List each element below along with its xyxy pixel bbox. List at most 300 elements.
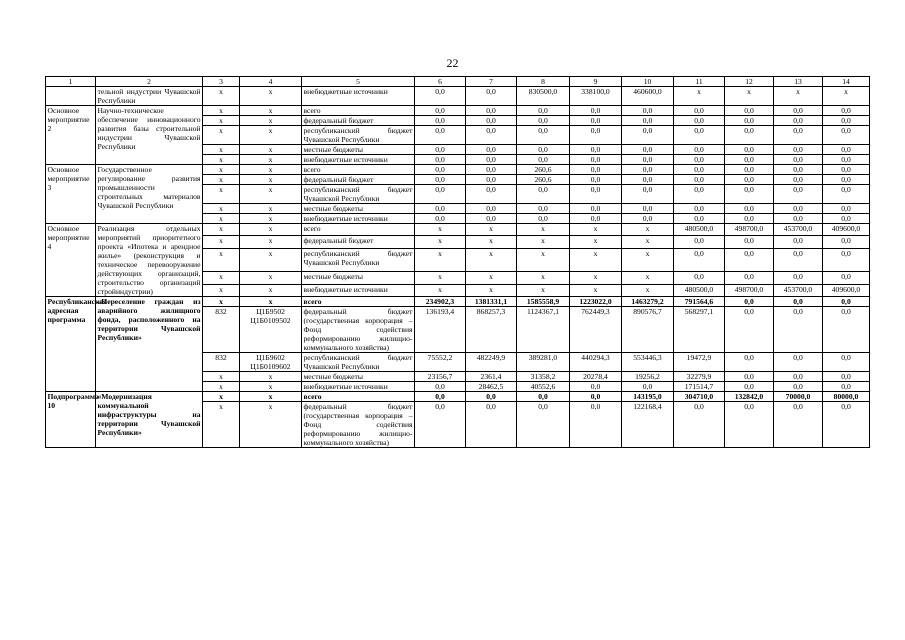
value-cell: 0,0 xyxy=(622,126,674,145)
budget-code-cell: x xyxy=(240,185,302,204)
column-number: 8 xyxy=(517,77,570,87)
funding-source-cell: республиканский бюджет Чувашской Республики xyxy=(303,185,413,203)
value-cell: 0,0 xyxy=(774,382,823,392)
value-cell: 0,0 xyxy=(823,106,870,116)
value-cell: 0,0 xyxy=(466,116,517,126)
program-type-cell: Республиканская адресная программа xyxy=(46,297,96,392)
program-type-cell: Основное мероприятие 3 xyxy=(46,165,96,224)
program-name-cell: «Модернизация коммунальной инфраструктуры на территории Чувашской Республики» xyxy=(96,392,203,448)
value-cell: 0,0 xyxy=(774,126,823,145)
value-cell: 0,0 xyxy=(674,248,725,272)
value-cell: 0,0 xyxy=(517,402,570,448)
value-cell: 0,0 xyxy=(570,185,622,204)
responsible-code-cell: 832 xyxy=(203,307,240,353)
funding-source-cell: местные бюджеты xyxy=(302,272,415,284)
value-cell: 0,0 xyxy=(415,126,466,145)
page-number: 22 xyxy=(446,56,459,70)
value-cell: 0,0 xyxy=(622,214,674,224)
budget-code-cell: x xyxy=(240,204,302,214)
funding-source-cell: федеральный бюджет xyxy=(302,116,415,126)
value-cell: 70000,0 xyxy=(774,392,823,402)
value-cell: 0,0 xyxy=(774,204,823,214)
value-cell: 0,0 xyxy=(415,106,466,116)
responsible-code-cell: x xyxy=(203,297,240,307)
column-number-row xyxy=(46,77,870,87)
value-cell: 260,6 xyxy=(517,175,570,185)
budget-code-cell: x xyxy=(240,382,302,392)
value-cell: 0,0 xyxy=(774,165,823,175)
value-cell: 0,0 xyxy=(725,353,774,372)
budget-code-cell: x xyxy=(240,175,302,185)
value-cell: 0,0 xyxy=(823,236,870,248)
value-cell: 0,0 xyxy=(725,126,774,145)
responsible-code-cell: x xyxy=(203,145,240,155)
value-cell: x xyxy=(517,248,570,272)
value-cell: 0,0 xyxy=(823,272,870,284)
value-cell: x xyxy=(415,272,466,284)
value-cell: x xyxy=(466,248,517,272)
value-cell: 0,0 xyxy=(725,236,774,248)
value-cell: x xyxy=(725,87,774,106)
budget-code-cell: Ц1Б9502 Ц1Б0109502 xyxy=(240,307,302,353)
value-cell: 480500,0 xyxy=(674,224,725,236)
value-cell: 0,0 xyxy=(517,185,570,204)
value-cell: 0,0 xyxy=(774,116,823,126)
value-cell: 40552,6 xyxy=(517,382,570,392)
value-cell: 498700,0 xyxy=(725,224,774,236)
funding-source-cell: республиканский бюджет Чувашской Республики xyxy=(303,126,413,144)
table-row xyxy=(46,224,870,236)
value-cell: 890576,7 xyxy=(622,307,674,353)
value-cell: 2361,4 xyxy=(466,372,517,382)
value-cell: x xyxy=(466,284,517,296)
responsible-code-cell: x xyxy=(203,126,240,145)
program-type-cell xyxy=(46,87,96,106)
value-cell: 0,0 xyxy=(674,126,725,145)
value-cell: 0,0 xyxy=(674,106,725,116)
value-cell: 0,0 xyxy=(517,116,570,126)
value-cell: 0,0 xyxy=(466,204,517,214)
column-number: 7 xyxy=(466,77,517,87)
value-cell: 0,0 xyxy=(570,175,622,185)
value-cell: 0,0 xyxy=(674,175,725,185)
value-cell: 0,0 xyxy=(674,145,725,155)
value-cell: 0,0 xyxy=(622,382,674,392)
value-cell: 0,0 xyxy=(570,214,622,224)
value-cell: 20278,4 xyxy=(570,372,622,382)
value-cell: 0,0 xyxy=(570,382,622,392)
program-name-cell: тельной индустрии Чувашской Республики xyxy=(97,87,201,105)
funding-source-cell: федеральный бюджет (государственная корпорация – Фонд содействия реформированию жилищно-коммунального хозяйства) xyxy=(303,402,413,447)
value-cell: 0,0 xyxy=(823,155,870,165)
column-number: 5 xyxy=(302,77,415,87)
budget-code-cell: x xyxy=(240,87,302,106)
value-cell: 0,0 xyxy=(823,175,870,185)
value-cell: 0,0 xyxy=(517,155,570,165)
value-cell: 0,0 xyxy=(674,236,725,248)
value-cell: 1585558,9 xyxy=(517,297,570,307)
value-cell: 0,0 xyxy=(823,145,870,155)
value-cell: 498700,0 xyxy=(725,284,774,296)
value-cell: 0,0 xyxy=(466,214,517,224)
value-cell: 0,0 xyxy=(774,145,823,155)
value-cell: x xyxy=(570,248,622,272)
value-cell: 0,0 xyxy=(622,155,674,165)
budget-code-cell: x xyxy=(240,297,302,307)
value-cell: 0,0 xyxy=(570,402,622,448)
value-cell: 0,0 xyxy=(725,297,774,307)
funding-source-cell: федеральный бюджет (государственная корпорация – Фонд содействия реформированию жилищно-коммунального хозяйства) xyxy=(303,307,413,352)
value-cell: x xyxy=(622,224,674,236)
value-cell: 0,0 xyxy=(774,307,823,353)
responsible-code-cell: x xyxy=(203,372,240,382)
value-cell: x xyxy=(570,236,622,248)
value-cell: x xyxy=(517,236,570,248)
value-cell: 0,0 xyxy=(725,402,774,448)
value-cell: 409600,0 xyxy=(823,224,870,236)
value-cell: 1124367,1 xyxy=(517,307,570,353)
funding-source-cell: внебюджетные источники xyxy=(302,155,415,165)
budget-code-cell: x xyxy=(240,402,302,448)
value-cell: 0,0 xyxy=(823,382,870,392)
value-cell: 0,0 xyxy=(823,126,870,145)
value-cell: 0,0 xyxy=(725,185,774,204)
budget-code-cell: x xyxy=(240,126,302,145)
value-cell: 0,0 xyxy=(823,165,870,175)
table-row xyxy=(46,87,870,106)
value-cell: 568297,1 xyxy=(674,307,725,353)
value-cell: 0,0 xyxy=(415,145,466,155)
program-type-cell: Подпрограмма 10 xyxy=(46,392,96,448)
column-number: 13 xyxy=(774,77,823,87)
value-cell: 23156,7 xyxy=(415,372,466,382)
value-cell: 0,0 xyxy=(674,272,725,284)
value-cell: 0,0 xyxy=(415,165,466,175)
program-name-cell: Научно-техническое обеспечение инновационного развития базы строительной индустрии Чувашской Республики xyxy=(96,106,203,165)
value-cell: x xyxy=(517,284,570,296)
value-cell: 1223022,0 xyxy=(570,297,622,307)
value-cell: 0,0 xyxy=(774,297,823,307)
table-row xyxy=(46,392,870,402)
value-cell: 0,0 xyxy=(823,204,870,214)
funding-source-cell: федеральный бюджет xyxy=(302,175,415,185)
column-number: 14 xyxy=(823,77,870,87)
value-cell: 0,0 xyxy=(622,116,674,126)
value-cell: x xyxy=(622,272,674,284)
value-cell: 0,0 xyxy=(725,307,774,353)
funding-source-cell: всего xyxy=(302,106,415,116)
value-cell: 0,0 xyxy=(570,116,622,126)
budget-code-cell: x xyxy=(240,116,302,126)
value-cell: 31358,2 xyxy=(517,372,570,382)
column-number: 10 xyxy=(622,77,674,87)
value-cell: x xyxy=(517,224,570,236)
value-cell: 0,0 xyxy=(725,165,774,175)
budget-code-cell: x xyxy=(240,106,302,116)
program-name-cell: Государственное регулирование развития промышленности строительных материалов Чувашской Республики xyxy=(96,165,203,224)
value-cell: x xyxy=(415,248,466,272)
value-cell: x xyxy=(570,272,622,284)
value-cell: 143195,0 xyxy=(622,392,674,402)
value-cell: 0,0 xyxy=(570,165,622,175)
budget-code-cell: x xyxy=(240,248,302,272)
value-cell: 0,0 xyxy=(466,392,517,402)
value-cell: x xyxy=(517,272,570,284)
value-cell: 0,0 xyxy=(517,204,570,214)
program-name-cell: Реализация отдельных мероприятий приоритетного проекта «Ипотека и арендное жилье» (реконструкция и техническое перевооружение действующих организаций, строительство организаций стройиндустрии) xyxy=(97,224,201,296)
value-cell: 0,0 xyxy=(725,372,774,382)
value-cell: 0,0 xyxy=(725,272,774,284)
value-cell: 136193,4 xyxy=(415,307,466,353)
responsible-code-cell: x xyxy=(203,402,240,448)
value-cell: x xyxy=(622,284,674,296)
value-cell: 0,0 xyxy=(725,382,774,392)
responsible-code-cell: x xyxy=(203,106,240,116)
funding-source-cell: внебюджетные источники xyxy=(302,87,415,106)
funding-source-cell: всего xyxy=(302,297,415,307)
value-cell: 0,0 xyxy=(415,175,466,185)
column-number: 1 xyxy=(46,77,96,87)
value-cell: 122168,4 xyxy=(622,402,674,448)
value-cell: x xyxy=(570,284,622,296)
value-cell: 0,0 xyxy=(823,307,870,353)
value-cell: 260,6 xyxy=(517,165,570,175)
column-number: 11 xyxy=(674,77,725,87)
value-cell: 0,0 xyxy=(466,126,517,145)
responsible-code-cell: x xyxy=(203,248,240,272)
value-cell: 0,0 xyxy=(517,126,570,145)
value-cell: x xyxy=(466,236,517,248)
value-cell: 460600,0 xyxy=(622,87,674,106)
value-cell: x xyxy=(415,224,466,236)
value-cell: 19256,2 xyxy=(622,372,674,382)
value-cell: 19472,9 xyxy=(674,353,725,372)
value-cell: 0,0 xyxy=(725,214,774,224)
value-cell: 762449,3 xyxy=(570,307,622,353)
funding-source-cell: всего xyxy=(302,224,415,236)
funding-source-cell: местные бюджеты xyxy=(302,372,415,382)
column-number: 2 xyxy=(96,77,203,87)
table-row xyxy=(46,297,870,307)
value-cell: 0,0 xyxy=(570,126,622,145)
value-cell: 0,0 xyxy=(415,185,466,204)
value-cell: 304710,0 xyxy=(674,392,725,402)
budget-code-cell: x xyxy=(240,236,302,248)
value-cell: 0,0 xyxy=(823,297,870,307)
budget-code-cell: x xyxy=(240,392,302,402)
value-cell: 0,0 xyxy=(774,402,823,448)
value-cell: 0,0 xyxy=(774,248,823,272)
value-cell: 0,0 xyxy=(674,402,725,448)
value-cell: 0,0 xyxy=(725,155,774,165)
value-cell: 453700,0 xyxy=(774,224,823,236)
value-cell: 0,0 xyxy=(466,155,517,165)
value-cell: 0,0 xyxy=(725,145,774,155)
column-number: 3 xyxy=(203,77,240,87)
budget-code-cell: x xyxy=(240,155,302,165)
responsible-code-cell: x xyxy=(203,87,240,106)
value-cell: 0,0 xyxy=(823,185,870,204)
value-cell: 0,0 xyxy=(517,106,570,116)
value-cell: 0,0 xyxy=(570,204,622,214)
value-cell: 553446,3 xyxy=(622,353,674,372)
value-cell: 0,0 xyxy=(674,165,725,175)
value-cell: 1463279,2 xyxy=(622,297,674,307)
program-type-cell: Основное мероприятие 2 xyxy=(46,106,96,165)
value-cell: 0,0 xyxy=(622,165,674,175)
column-number: 9 xyxy=(570,77,622,87)
budget-code-cell: Ц1Б9602 Ц1Б0109602 xyxy=(240,353,302,372)
value-cell: 0,0 xyxy=(466,165,517,175)
value-cell: 28462,5 xyxy=(466,382,517,392)
responsible-code-cell: x xyxy=(203,224,240,236)
value-cell: 0,0 xyxy=(415,402,466,448)
column-number: 4 xyxy=(240,77,302,87)
value-cell: 0,0 xyxy=(466,402,517,448)
value-cell: 0,0 xyxy=(415,214,466,224)
value-cell: 0,0 xyxy=(466,175,517,185)
value-cell: 0,0 xyxy=(415,87,466,106)
value-cell: 171514,7 xyxy=(674,382,725,392)
program-type-cell: Основное мероприятие 4 xyxy=(46,224,96,297)
responsible-code-cell: x xyxy=(203,236,240,248)
value-cell: 338100,0 xyxy=(570,87,622,106)
value-cell: 0,0 xyxy=(674,155,725,165)
value-cell: 0,0 xyxy=(622,145,674,155)
value-cell: 32279,9 xyxy=(674,372,725,382)
value-cell: x xyxy=(774,87,823,106)
value-cell: 0,0 xyxy=(774,372,823,382)
value-cell: 0,0 xyxy=(415,155,466,165)
value-cell: 0,0 xyxy=(622,106,674,116)
value-cell: 868257,3 xyxy=(466,307,517,353)
value-cell: 791564,6 xyxy=(674,297,725,307)
value-cell: 0,0 xyxy=(774,185,823,204)
value-cell: 0,0 xyxy=(517,145,570,155)
value-cell: x xyxy=(415,284,466,296)
budget-code-cell: x xyxy=(240,372,302,382)
value-cell: 0,0 xyxy=(415,204,466,214)
funding-source-cell: республиканский бюджет Чувашской Республики xyxy=(302,248,415,272)
column-number: 6 xyxy=(415,77,466,87)
value-cell: 0,0 xyxy=(570,392,622,402)
funding-source-cell: всего xyxy=(302,165,415,175)
value-cell: 1381331,1 xyxy=(466,297,517,307)
value-cell: x xyxy=(674,87,725,106)
budget-code-cell: x xyxy=(240,224,302,236)
value-cell: 0,0 xyxy=(674,214,725,224)
responsible-code-cell: x xyxy=(203,185,240,204)
value-cell: 0,0 xyxy=(415,116,466,126)
value-cell: 440294,3 xyxy=(570,353,622,372)
funding-source-cell: внебюджетные источники xyxy=(302,382,415,392)
value-cell: 234902,3 xyxy=(415,297,466,307)
value-cell: x xyxy=(823,87,870,106)
budget-code-cell: x xyxy=(240,284,302,296)
value-cell: 0,0 xyxy=(823,214,870,224)
value-cell: 0,0 xyxy=(415,392,466,402)
value-cell: 0,0 xyxy=(823,116,870,126)
funding-source-cell: федеральный бюджет xyxy=(302,236,415,248)
value-cell: x xyxy=(466,272,517,284)
value-cell: 0,0 xyxy=(517,392,570,402)
value-cell: 0,0 xyxy=(774,236,823,248)
value-cell: 0,0 xyxy=(725,248,774,272)
responsible-code-cell: x xyxy=(203,204,240,214)
funding-source-cell: внебюджетные источники xyxy=(302,284,415,296)
value-cell: 482249,9 xyxy=(466,353,517,372)
value-cell: 0,0 xyxy=(466,87,517,106)
value-cell: x xyxy=(622,236,674,248)
value-cell: 0,0 xyxy=(415,382,466,392)
value-cell: 480500,0 xyxy=(674,284,725,296)
value-cell: 0,0 xyxy=(774,175,823,185)
value-cell: 0,0 xyxy=(622,185,674,204)
budget-code-cell: x xyxy=(240,272,302,284)
funding-source-cell: местные бюджеты xyxy=(302,145,415,155)
value-cell: 0,0 xyxy=(674,116,725,126)
value-cell: x xyxy=(622,248,674,272)
value-cell: 0,0 xyxy=(674,185,725,204)
program-name-cell: «Переселение граждан из аварийного жилищного фонда, расположенного на территории Чувашской Республики» xyxy=(96,297,203,392)
value-cell: 0,0 xyxy=(622,175,674,185)
value-cell: 830500,0 xyxy=(517,87,570,106)
value-cell: x xyxy=(570,224,622,236)
value-cell: 0,0 xyxy=(517,214,570,224)
budget-table xyxy=(45,76,870,448)
value-cell: 0,0 xyxy=(823,372,870,382)
value-cell: 0,0 xyxy=(466,145,517,155)
value-cell: 0,0 xyxy=(622,204,674,214)
responsible-code-cell: x xyxy=(203,392,240,402)
value-cell: 0,0 xyxy=(570,145,622,155)
value-cell: 0,0 xyxy=(725,116,774,126)
value-cell: 0,0 xyxy=(570,155,622,165)
value-cell: 0,0 xyxy=(774,214,823,224)
table-row xyxy=(46,106,870,116)
responsible-code-cell: x xyxy=(203,382,240,392)
budget-code-cell: x xyxy=(240,165,302,175)
responsible-code-cell: x xyxy=(203,284,240,296)
responsible-code-cell: x xyxy=(203,272,240,284)
responsible-code-cell: x xyxy=(203,175,240,185)
responsible-code-cell: x xyxy=(203,155,240,165)
responsible-code-cell: x xyxy=(203,214,240,224)
funding-source-cell: местные бюджеты xyxy=(302,204,415,214)
value-cell: 0,0 xyxy=(823,402,870,448)
value-cell: 0,0 xyxy=(466,185,517,204)
value-cell: 80000,0 xyxy=(823,392,870,402)
funding-source-cell: республиканский бюджет Чувашской Республики xyxy=(303,353,413,371)
value-cell: 0,0 xyxy=(674,204,725,214)
value-cell: x xyxy=(415,236,466,248)
value-cell: 0,0 xyxy=(466,106,517,116)
value-cell: 0,0 xyxy=(725,175,774,185)
table-row xyxy=(46,165,870,175)
funding-source-cell: внебюджетные источники xyxy=(302,214,415,224)
column-number: 12 xyxy=(725,77,774,87)
value-cell: 0,0 xyxy=(774,155,823,165)
value-cell: 0,0 xyxy=(570,106,622,116)
budget-code-cell: x xyxy=(240,214,302,224)
value-cell: 0,0 xyxy=(823,248,870,272)
responsible-code-cell: x xyxy=(203,116,240,126)
value-cell: 0,0 xyxy=(774,272,823,284)
value-cell: 409600,0 xyxy=(823,284,870,296)
value-cell: 0,0 xyxy=(774,353,823,372)
value-cell: 0,0 xyxy=(774,106,823,116)
funding-source-cell: всего xyxy=(302,392,415,402)
